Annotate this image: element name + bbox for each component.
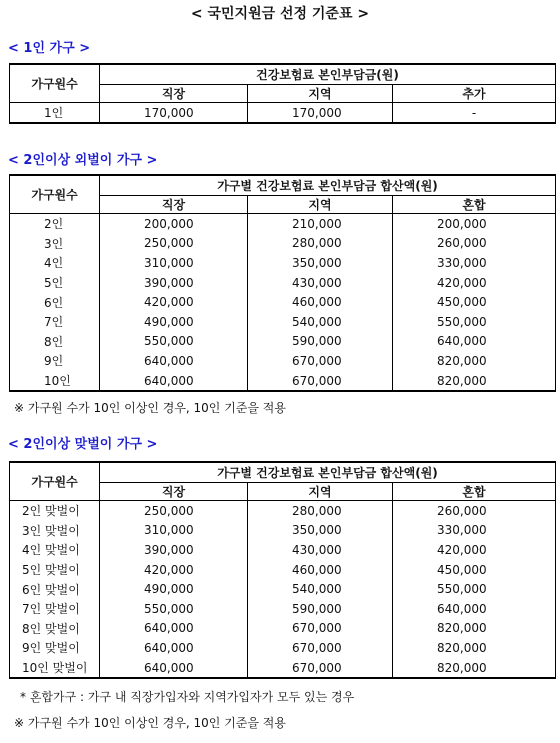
cell-mixed: 330,000 [393, 521, 556, 541]
cell-direct: 490,000 [100, 579, 248, 599]
table-row [10, 292, 556, 312]
cell-region: 460,000 [248, 292, 393, 312]
section-title-single: < 1인 가구 > [8, 41, 91, 56]
cell-mixed: 420,000 [393, 540, 556, 560]
table-row [10, 540, 556, 560]
cell-members: 7인 [10, 312, 100, 332]
table-row [10, 521, 556, 541]
cell-members: 2인 맞벌이 [10, 501, 100, 521]
table-row [10, 501, 556, 521]
cell-region: 350,000 [248, 521, 393, 541]
table-row [10, 638, 556, 658]
header-direct: 직장 [100, 85, 248, 103]
cell-members: 6인 맞벌이 [10, 579, 100, 599]
cell-direct: 640,000 [100, 638, 248, 658]
cell-mixed: 640,000 [393, 599, 556, 619]
cell-direct: 420,000 [100, 560, 248, 580]
cell-mixed: 820,000 [393, 638, 556, 658]
cell-region: 430,000 [248, 540, 393, 560]
header-mixed: 혼합 [393, 196, 556, 214]
cell-mixed: 260,000 [393, 234, 556, 254]
cell-region: 430,000 [248, 273, 393, 293]
cell-direct: 250,000 [100, 234, 248, 254]
note-ten-plus: ※ 가구원 수가 10인 이상인 경우, 10인 기준을 적용 [14, 401, 286, 415]
cell-region: 670,000 [248, 351, 393, 371]
table-row [10, 599, 556, 619]
cell-direct: 390,000 [100, 540, 248, 560]
cell-region: 670,000 [248, 658, 393, 679]
table-body [10, 214, 556, 392]
cell-members: 4인 [10, 253, 100, 273]
table-row [10, 103, 556, 124]
cell-members: 9인 맞벌이 [10, 638, 100, 658]
cell-members: 8인 [10, 332, 100, 352]
header-group: 가구별 건강보험료 본인부담금 합산액(원) [100, 175, 556, 196]
cell-direct: 390,000 [100, 273, 248, 293]
table-dual-earner [9, 461, 556, 679]
cell-members: 3인 맞벌이 [10, 521, 100, 541]
cell-mixed: 550,000 [393, 579, 556, 599]
cell-members: 5인 맞벌이 [10, 560, 100, 580]
cell-region: 280,000 [248, 234, 393, 254]
header-direct: 직장 [100, 483, 248, 501]
table-row [10, 273, 556, 293]
cell-direct: 550,000 [100, 599, 248, 619]
cell-region: 670,000 [248, 371, 393, 392]
header-mixed: 혼합 [393, 483, 556, 501]
table-row [10, 332, 556, 352]
table-row [10, 560, 556, 580]
cell-members: 1인 [10, 103, 100, 124]
cell-members: 8인 맞벌이 [10, 619, 100, 639]
cell-region: 590,000 [248, 599, 393, 619]
header-direct: 직장 [100, 196, 248, 214]
cell-mixed: 550,000 [393, 312, 556, 332]
cell-mixed: 820,000 [393, 371, 556, 392]
cell-direct: 640,000 [100, 371, 248, 392]
cell-region: 210,000 [248, 214, 393, 234]
section-title-dual-earner: < 2인이상 맞벌이 가구 > [8, 437, 158, 452]
cell-add: - [393, 103, 556, 124]
header-group: 건강보험료 본인부담금(원) [100, 64, 556, 85]
cell-region: 170,000 [248, 103, 393, 124]
cell-region: 280,000 [248, 501, 393, 521]
cell-members: 5인 [10, 273, 100, 293]
cell-mixed: 450,000 [393, 292, 556, 312]
table-row [10, 658, 556, 679]
table-row [10, 371, 556, 392]
cell-mixed: 260,000 [393, 501, 556, 521]
table-row [10, 234, 556, 254]
table-row [10, 579, 556, 599]
table-row [10, 214, 556, 234]
cell-mixed: 820,000 [393, 658, 556, 679]
page-title: < 국민지원금 선정 기준표 > [190, 6, 370, 22]
table-single-earner [9, 174, 556, 392]
cell-mixed: 820,000 [393, 619, 556, 639]
cell-members: 10인 [10, 371, 100, 392]
cell-mixed: 420,000 [393, 273, 556, 293]
table-row [10, 253, 556, 273]
cell-members: 2인 [10, 214, 100, 234]
cell-members: 7인 맞벌이 [10, 599, 100, 619]
cell-direct: 640,000 [100, 351, 248, 371]
table-row [10, 312, 556, 332]
note-ten-plus: ※ 가구원 수가 10인 이상인 경우, 10인 기준을 적용 [14, 716, 286, 730]
cell-region: 460,000 [248, 560, 393, 580]
cell-members: 10인 맞벌이 [10, 658, 100, 679]
header-members: 가구원수 [10, 462, 100, 501]
cell-members: 4인 맞벌이 [10, 540, 100, 560]
table-row [10, 619, 556, 639]
cell-region: 590,000 [248, 332, 393, 352]
header-region: 지역 [248, 483, 393, 501]
cell-mixed: 640,000 [393, 332, 556, 352]
cell-members: 3인 [10, 234, 100, 254]
cell-direct: 250,000 [100, 501, 248, 521]
cell-members: 6인 [10, 292, 100, 312]
cell-mixed: 820,000 [393, 351, 556, 371]
cell-mixed: 200,000 [393, 214, 556, 234]
header-add: 추가 [393, 85, 556, 103]
cell-mixed: 330,000 [393, 253, 556, 273]
cell-direct: 490,000 [100, 312, 248, 332]
header-group: 가구별 건강보험료 본인부담금 합산액(원) [100, 462, 556, 483]
cell-region: 540,000 [248, 312, 393, 332]
table-body [10, 501, 556, 679]
cell-direct: 550,000 [100, 332, 248, 352]
note-mixed-definition: * 혼합가구 : 가구 내 직장가입자와 지역가입자가 모두 있는 경우 [20, 690, 355, 704]
header-members: 가구원수 [10, 64, 100, 103]
cell-direct: 640,000 [100, 658, 248, 679]
cell-region: 670,000 [248, 638, 393, 658]
cell-direct: 170,000 [100, 103, 248, 124]
header-region: 지역 [248, 85, 393, 103]
cell-region: 670,000 [248, 619, 393, 639]
table-single-household [9, 63, 556, 124]
table-body [10, 103, 556, 124]
cell-region: 540,000 [248, 579, 393, 599]
header-members: 가구원수 [10, 175, 100, 214]
cell-direct: 200,000 [100, 214, 248, 234]
table-row [10, 351, 556, 371]
cell-direct: 420,000 [100, 292, 248, 312]
header-region: 지역 [248, 196, 393, 214]
section-title-single-earner: < 2인이상 외벌이 가구 > [8, 153, 158, 168]
cell-direct: 310,000 [100, 521, 248, 541]
cell-direct: 640,000 [100, 619, 248, 639]
cell-region: 350,000 [248, 253, 393, 273]
cell-mixed: 450,000 [393, 560, 556, 580]
cell-members: 9인 [10, 351, 100, 371]
cell-direct: 310,000 [100, 253, 248, 273]
